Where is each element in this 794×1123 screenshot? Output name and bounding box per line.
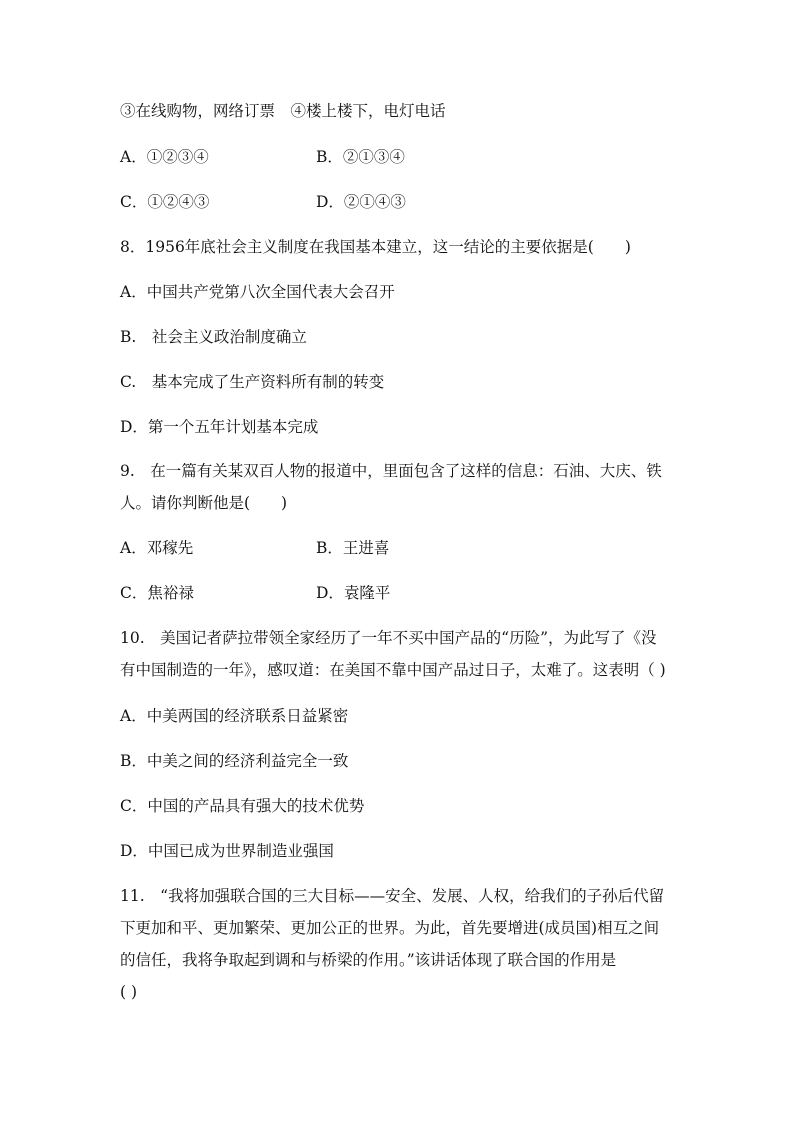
q9-option-b: B．王进喜 [316, 539, 390, 557]
q10-stem-line1: 10. 美国记者萨拉带领全家经历了一年不买中国产品的“历险”，为此写了《没 [120, 629, 657, 647]
q7-item-line: ③在线购物，网络订票 ④楼上楼下，电灯电话 [120, 102, 446, 120]
q8-option-c: C. 基本完成了生产资料所有制的转变 [120, 373, 385, 391]
q11-stem-line4: ( ) [120, 983, 138, 1001]
q9-option-d: D．袁隆平 [316, 584, 391, 602]
q11-stem-line2: 下更加和平、更加繁荣、更加公正的世界。为此，首先要增进(成员国)相互之间 [120, 919, 660, 937]
q8-stem: 8．1956年底社会主义制度在我国基本建立，这一结论的主要依据是( ) [120, 238, 631, 256]
q9-option-c: C．焦裕禄 [120, 584, 194, 602]
q9-stem-line1: 9. 在一篇有关某双百人物的报道中，里面包含了这样的信息：石油、大庆、铁 [120, 462, 662, 480]
q7-option-c: C．①②④③ [120, 193, 210, 211]
q10-option-d: D．中国已成为世界制造业强国 [120, 842, 334, 860]
q9-option-a: A．邓稼先 [120, 539, 194, 557]
q10-option-a: A．中美两国的经济联系日益紧密 [120, 707, 349, 725]
q10-option-b: B．中美之间的经济利益完全一致 [120, 752, 349, 770]
q11-stem-line1: 11. “我将加强联合国的三大目标——安全、发展、人权，给我们的子孙后代留 [120, 887, 665, 905]
q7-option-a: A．①②③④ [120, 148, 209, 166]
q7-option-d: D．②①④③ [316, 193, 406, 211]
q9-stem-line2: 人。请你判断他是( ) [120, 494, 288, 512]
q10-stem-line2: 有中国制造的一年》，感叹道：在美国不靠中国产品过日子，太难了。这表明（ ) [120, 661, 666, 679]
q10-option-c: C．中国的产品具有强大的技术优势 [120, 797, 365, 815]
q7-option-b: B．②①③④ [316, 148, 405, 166]
q8-option-b: B. 社会主义政治制度确立 [120, 328, 307, 346]
q8-option-a: A．中国共产党第八次全国代表大会召开 [120, 283, 395, 301]
q8-option-d: D．第一个五年计划基本完成 [120, 418, 319, 436]
q11-stem-line3: 的信任，我将争取起到调和与桥梁的作用。”该讲话体现了联合国的作用是 [120, 951, 617, 969]
